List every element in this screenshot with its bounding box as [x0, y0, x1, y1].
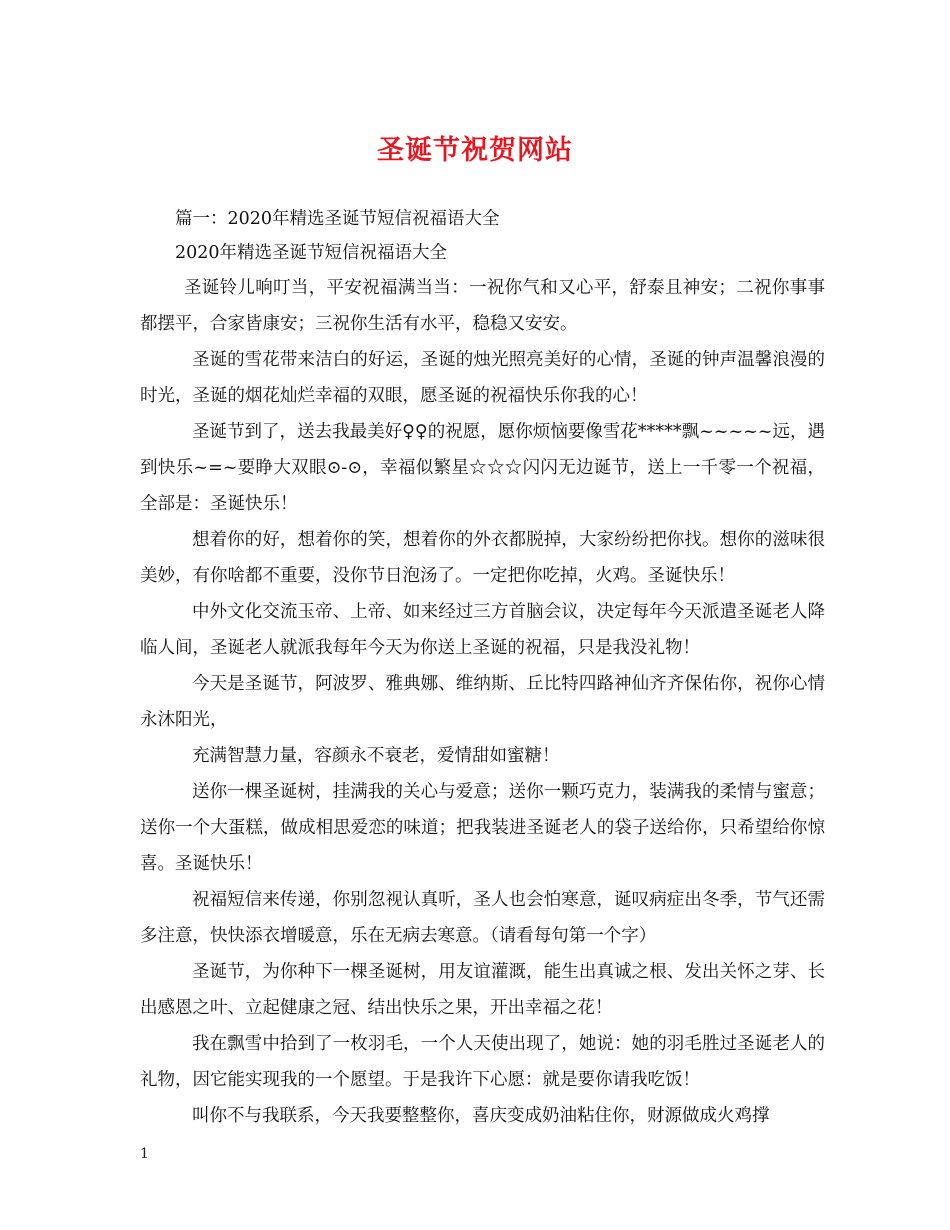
- paragraph-7: 充满智慧力量，容颜永不衰老，爱情甜如蜜糖！: [192, 746, 560, 766]
- page-number: 1: [140, 1146, 149, 1162]
- paragraph-2: 圣诞的雪花带来洁白的好运，圣诞的烛光照亮美好的心情，圣诞的钟声温馨浪漫的时光，圣诞的烟花灿烂幸福的双眼，愿圣诞的祝福快乐你我的心！: [140, 350, 825, 406]
- article-heading: 2020年精选圣诞节短信祝福语大全: [175, 243, 448, 263]
- paragraph-11: 我在飘雪中拾到了一枚羽毛，一个人天使出现了，她说：她的羽毛胜过圣诞老人的礼物，因它能实现我的一个愿望。于是我许下心愿：就是要你请我吃饭！: [140, 1034, 825, 1090]
- paragraph-3: 圣诞节到了，送去我最美好♀♀的祝愿，愿你烦恼要像雪花*****飘~~~~~远，遇到快乐~=~要睁大双眼⊙-⊙，幸福似繁星☆☆☆闪闪无边诞节，送上一千零一个祝福，全部是：圣诞快乐！: [140, 422, 825, 514]
- paragraph-8: 送你一棵圣诞树，挂满我的关心与爱意；送你一颗巧克力，装满我的柔情与蜜意；送你一个大蛋糕，做成相思爱恋的味道；把我装进圣诞老人的袋子送给你，只希望给你惊喜。圣诞快乐！: [140, 782, 825, 874]
- paragraph-10: 圣诞节，为你种下一棵圣诞树，用友谊灌溉，能生出真诚之根、发出关怀之芽、长出感恩之叶、立起健康之冠、结出快乐之果，开出幸福之花！: [140, 962, 825, 1018]
- paragraph-4: 想着你的好，想着你的笑，想着你的外衣都脱掉，大家纷纷把你找。想你的滋味很美妙，有你啥都不重要，没你节日泡汤了。一定把你吃掉，火鸡。圣诞快乐！: [140, 530, 825, 586]
- paragraph-9: 祝福短信来传递，你别忽视认真听，圣人也会怕寒意，诞叹病症出冬季，节气还需多注意，快快添衣增暖意，乐在无病去寒意。（请看每句第一个字）: [140, 890, 825, 946]
- document-title: 圣诞节祝贺网站: [377, 135, 573, 166]
- section-heading: 篇一：2020年精选圣诞节短信祝福语大全: [175, 209, 500, 229]
- paragraph-12: 叫你不与我联系，今天我要整整你，喜庆变成奶油粘住你，财源做成火鸡撑: [192, 1106, 770, 1126]
- document-body: [140, 202, 825, 1134]
- paragraph-5: 中外文化交流玉帝、上帝、如来经过三方首脑会议，决定每年今天派遣圣诞老人降临人间，圣诞老人就派我每年今天为你送上圣诞的祝福，只是我没礼物！: [140, 602, 825, 658]
- paragraph-6: 今天是圣诞节，阿波罗、雅典娜、维纳斯、丘比特四路神仙齐齐保佑你，祝你心情永沐阳光，: [140, 674, 825, 730]
- paragraph-1: 圣诞铃儿响叮当，平安祝福满当当：一祝你气和又心平，舒泰且神安；二祝你事事都摆平，合家皆康安；三祝你生活有水平，稳稳又安安。: [140, 278, 825, 334]
